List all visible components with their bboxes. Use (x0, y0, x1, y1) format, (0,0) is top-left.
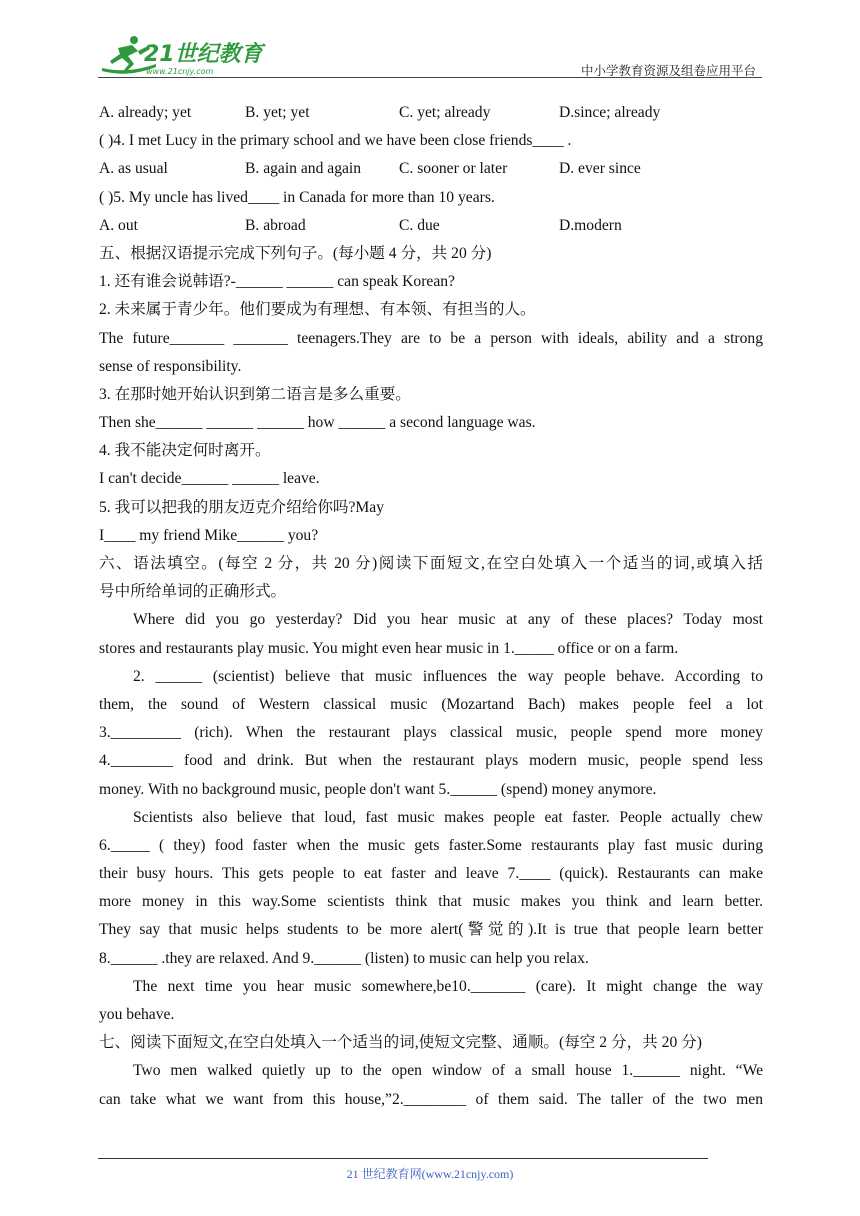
text-line: ( )5. My uncle has lived____ in Canada for more than 10 years. (99, 188, 495, 206)
text-line: 5. 我可以把我的朋友迈克介绍给你吗?May (99, 498, 385, 516)
text-line: can take what we want from this house,”2.________ of them said. The taller of the two men (99, 1090, 763, 1108)
option-item: C. yet; already (399, 104, 491, 121)
option-item: B. yet; yet (245, 104, 310, 121)
text-line: Then she______ ______ ______ how ______ a second language was. (99, 414, 536, 432)
option-item: C. sooner or later (399, 160, 508, 178)
option-item: A. as usual (99, 160, 168, 178)
document-body (99, 99, 763, 1114)
logo-url: www.21cnjy.com (146, 67, 214, 76)
text-line: sense of responsibility. (99, 357, 242, 375)
text-line: I____ my friend Mike______ you? (99, 526, 319, 544)
text-line: Scientists also believe that loud, fast music makes people eat faster. People actually chew (133, 808, 763, 826)
text-line: The future_______ _______ teenagers.They are to be a person with ideals, ability and a strong (99, 329, 763, 347)
header-divider (98, 77, 762, 78)
platform-title: 中小学教育资源及组卷应用平台 (580, 64, 756, 78)
text-line: 6._____ ( they) food faster when the music gets faster.Some restaurants play fast music during (99, 836, 763, 854)
text-line: 4. 我不能决定何时离开。 (99, 442, 271, 460)
text-line: their busy hours. This gets people to eat faster and leave 7.____ (quick). Restaurants can make (99, 865, 763, 883)
option-item: B. again and again (245, 160, 362, 178)
text-line: Two men walked quietly up to the open window of a small house 1.______ night. “We (133, 1062, 763, 1080)
text-line: 1. 还有谁会说韩语?-______ ______ can speak Korean? (99, 273, 455, 291)
text-line: 2. ______ (scientist) believe that music influences the way people behave. According to (133, 667, 763, 685)
option-row (99, 155, 763, 183)
text-line: ( )4. I met Lucy in the primary school and we have been close friends____ . (99, 132, 572, 150)
option-item: D. ever since (559, 160, 641, 178)
text-line: 号中所给单词的正确形式。 (99, 583, 287, 601)
text-line: you behave. (99, 1006, 175, 1023)
text-line: money. With no background music, people don't want 5.______ (spend) money anymore. (99, 780, 657, 798)
text-line: more money in this way.Some scientists think that music makes you think and learn better. (99, 893, 763, 911)
text-line: 3. 在那时她开始认识到第二语言是多么重要。 (99, 385, 411, 403)
text-line: 4.________ food and drink. But when the restaurant plays modern music, people spend less (99, 752, 763, 770)
option-row (99, 99, 763, 127)
option-item: C. due (399, 216, 440, 234)
footer-divider (98, 1158, 708, 1159)
option-item: A. out (99, 216, 138, 234)
text-line: stores and restaurants play music. You might even hear music in 1._____ office or on a farm. (99, 639, 679, 657)
text-line: 五、根据汉语提示完成下列句子。(每小题 4 分，共 20 分) (99, 244, 492, 262)
text-line: They say that music helps students to be more alert(警觉的).It is true that people learn better (99, 921, 763, 939)
site-logo (98, 34, 268, 78)
text-line: 七、阅读下面短文,在空白处填入一个适当的词,使短文完整、通顺。(每空 2 分，共 20 分) (99, 1034, 702, 1052)
text-line: 8.______ .they are relaxed. And 9.______ (listen) to music can help you relax. (99, 949, 589, 967)
text-line: I can't decide______ ______ leave. (99, 470, 320, 488)
text-line: 2. 未来属于青少年。他们要成为有理想、有本领、有担当的人。 (99, 301, 536, 319)
text-line: Where did you go yesterday? Did you hear music at any of these places? Today most (133, 611, 763, 629)
text-line: 六、语法填空。(每空 2 分，共 20 分)阅读下面短文,在空白处填入一个适当的词,或填入括 (99, 555, 763, 572)
text-line: 3._________ (rich). When the restaurant plays classical music, people spend more money (99, 724, 763, 742)
text-line: them, the sound of Western classical music (Mozartand Bach) makes people feel a lot (99, 695, 763, 713)
text-line: The next time you hear music somewhere,be10._______ (care). It might change the way (133, 977, 763, 995)
logo-wordmark: 21世纪教育 (144, 42, 263, 67)
option-item: B. abroad (245, 216, 306, 234)
option-item: D.since; already (559, 104, 661, 121)
option-item: A. already; yet (99, 104, 192, 121)
footer-source: 21 世纪教育网(www.21cnjy.com) (346, 1167, 514, 1181)
option-item: D.modern (559, 216, 622, 234)
page-header (98, 30, 762, 80)
option-row (99, 212, 763, 240)
